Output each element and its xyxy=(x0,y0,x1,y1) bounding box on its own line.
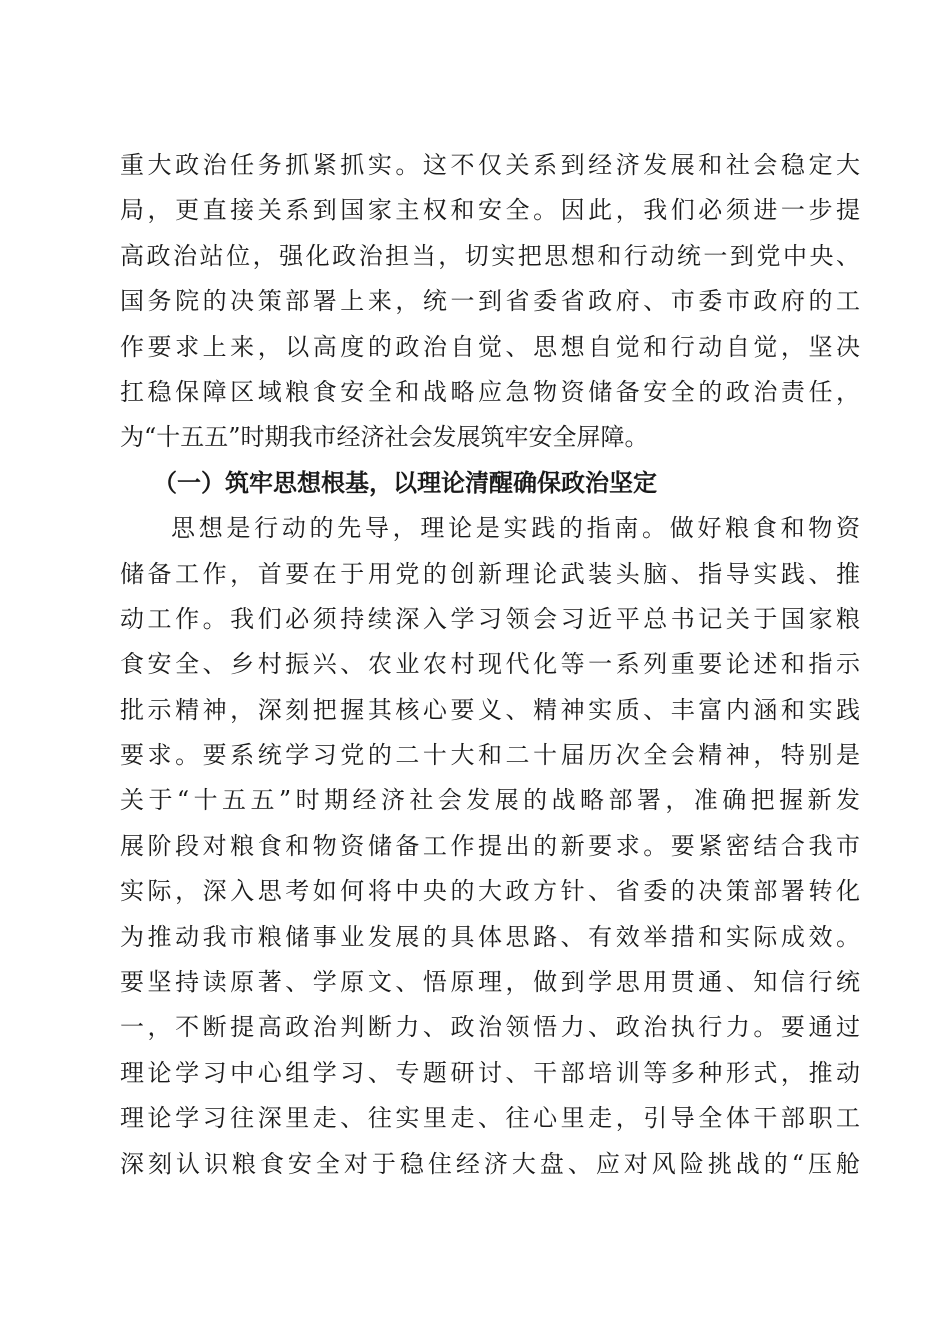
section-heading: （一）筑牢思想根基，以理论清醒确保政治坚定 xyxy=(153,468,657,497)
paragraph-2-line: 为推动我市粮储事业发展的具体思路、有效举措和实际成效。 xyxy=(120,922,860,951)
paragraph-2-line: 食安全、乡村振兴、农业农村现代化等一系列重要论述和指示 xyxy=(120,650,860,679)
paragraph-2-line: 展阶段对粮食和物资储备工作提出的新要求。要紧密结合我市 xyxy=(120,831,860,860)
paragraph-1-line: 重大政治任务抓紧抓实。这不仅关系到经济发展和社会稳定大 xyxy=(120,151,860,179)
document-body xyxy=(120,143,860,1187)
paragraph-2-line: 动工作。我们必须持续深入学习领会习近平总书记关于国家粮 xyxy=(120,604,860,633)
paragraph-2-line: 关于“十五五”时期经济社会发展的战略部署，准确把握新发 xyxy=(120,786,860,815)
paragraph-2-line: 理论学习往深里走、往实里走、往心里走，引导全体干部职工 xyxy=(120,1104,860,1133)
paragraph-1-line: 高政治站位，强化政治担当，切实把思想和行动统一到党中央、 xyxy=(120,241,860,270)
paragraph-1-line: 为“十五五”时期我市经济社会发展筑牢安全屏障。 xyxy=(120,423,649,452)
paragraph-1-line: 局，更直接关系到国家主权和安全。因此，我们必须进一步提 xyxy=(120,196,860,225)
paragraph-2-line: 理论学习中心组学习、专题研讨、干部培训等多种形式，推动 xyxy=(120,1058,860,1087)
paragraph-2-line: 思想是行动的先导，理论是实践的指南。做好粮食和物资 xyxy=(171,514,860,543)
paragraph-2-line: 要求。要系统学习党的二十大和二十届历次全会精神，特别是 xyxy=(120,741,860,770)
paragraph-1-line: 扛稳保障区域粮食安全和战略应急物资储备安全的政治责任， xyxy=(120,377,860,406)
paragraph-2-line: 储备工作，首要在于用党的创新理论武装头脑、指导实践、推 xyxy=(120,559,860,588)
paragraph-2-line: 要坚持读原著、学原文、悟原理，做到学思用贯通、知信行统 xyxy=(120,968,860,997)
paragraph-2-line: 一，不断提高政治判断力、政治领悟力、政治执行力。要通过 xyxy=(120,1013,860,1042)
paragraph-1-line: 作要求上来，以高度的政治自觉、思想自觉和行动自觉，坚决 xyxy=(120,332,860,361)
paragraph-1-line: 国务院的决策部署上来，统一到省委省政府、市委市政府的工 xyxy=(120,287,860,316)
paragraph-2-line: 实际，深入思考如何将中央的大政方针、省委的决策部署转化 xyxy=(120,877,860,906)
paragraph-2-line: 深刻认识粮食安全对于稳住经济大盘、应对风险挑战的“压舱 xyxy=(120,1149,860,1178)
paragraph-2-line: 批示精神，深刻把握其核心要义、精神实质、丰富内涵和实践 xyxy=(120,695,860,724)
